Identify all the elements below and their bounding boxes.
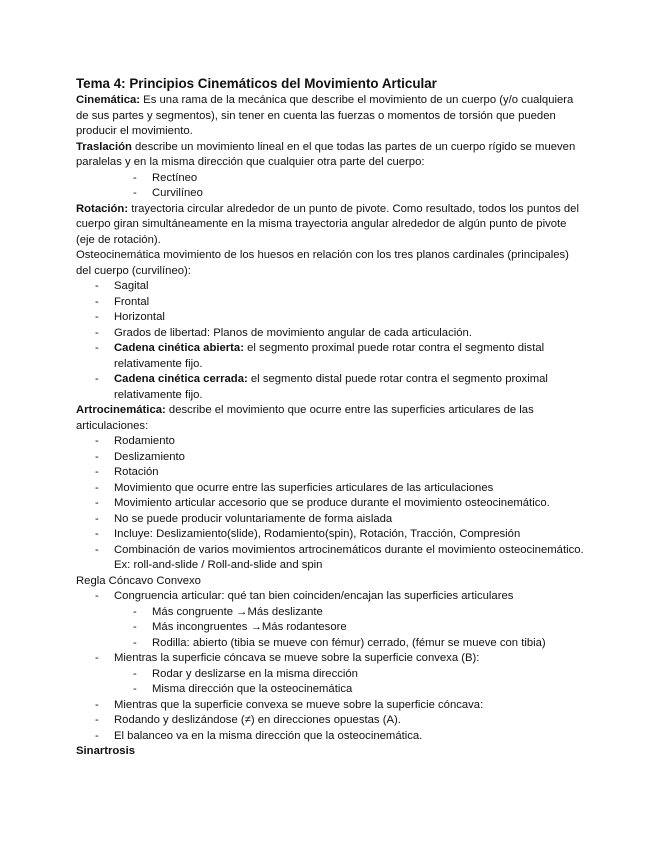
- rotacion-paragraph: [76, 202, 585, 249]
- list-item-cadena-cerrada: - Cadena cinética cerrada: el segmento distal puede rotar contra el segmento proximal relativamente fijo.: [95, 373, 548, 401]
- list-item: - Horizontal: [95, 311, 165, 323]
- list-item-congruencia: - Congruencia articular: qué tan bien coinciden/encajan las superficies articulares: [95, 590, 514, 602]
- list-item-convexa: - Mientras que la superficie convexa se mueve sobre la superficie cóncava:: [95, 698, 484, 711]
- rotacion-text: trayectoria circular alrededor de un punto de pivote. Como resultado, todos los puntos del cuerpo giran simultáneamente en la misma trayectoria angular alrededor de algún punto de pivote (eje de rotación).: [76, 202, 579, 246]
- list-item: - Deslizamiento: [95, 450, 185, 463]
- sinartrosis-heading: Sinartrosis: [76, 745, 136, 757]
- artrocinematica-term: Artrocinemática:: [76, 404, 166, 416]
- list-item: - Curvilíneo: [133, 187, 203, 199]
- list-item: - Misma dirección que la osteocinemática: [133, 683, 353, 695]
- document-title: Tema 4: Principios Cinemáticos del Movimiento Articular: [76, 76, 437, 91]
- list-item: - Grados de libertad: Planos de movimiento angular de cada articulación.: [95, 326, 472, 339]
- list-item: - Rodar y deslizarse en la misma dirección: [133, 667, 358, 680]
- regla-heading: Regla Cóncavo Convexo: [76, 574, 201, 587]
- list-item-rodando: - Rodando y deslizándose (≠) en direcciones opuestas (A).: [95, 714, 401, 726]
- traslacion-text: describe un movimiento lineal en el que todas las partes de un cuerpo rígido se mueven paralelas y en la misma dirección que cualquier otra parte del cuerpo:: [76, 140, 576, 168]
- cinematica-paragraph: [76, 93, 585, 140]
- regla-list: [76, 589, 585, 744]
- list-item: - Incluye: Deslizamiento(slide), Rodamiento(spin), Rotación, Tracción, Compresión: [95, 528, 521, 540]
- artrocinematica-text: describe el movimiento que ocurre entre las superficies articulares de las articulaciones:: [76, 404, 534, 432]
- traslacion-list: [76, 171, 585, 202]
- list-item: - Frontal: [95, 295, 150, 308]
- cinematica-term: Cinemática:: [76, 94, 141, 106]
- list-item-balanceo: - El balanceo va en la misma dirección que la osteocinemática.: [95, 729, 423, 742]
- artrocinematica-paragraph: [76, 403, 585, 434]
- list-item: - Movimiento que ocurre entre las superficies articulares de las articulaciones: [95, 481, 494, 494]
- list-item: - Más incongruentes →Más rodantesore: [133, 621, 347, 633]
- traslacion-paragraph: [76, 140, 585, 171]
- list-item: - Sagital: [95, 280, 149, 292]
- list-item-cadena-abierta: - Cadena cinética abierta: el segmento proximal puede rotar contra el segmento distal relativamente fijo.: [95, 342, 545, 370]
- cinematica-text: Es una rama de la mecánica que describe el movimiento de un cuerpo (y/o cualquiera de sus partes y segmentos), sin tener en cuenta las fuerzas o momentos de torsión que pueden producir el movimiento.: [76, 94, 574, 137]
- list-item: - Movimiento articular accesorio que se produce durante el movimiento osteocinemático.: [95, 497, 550, 509]
- list-item: - Más congruente →Más deslizante: [133, 605, 323, 618]
- list-item-concava: - Mientras la superficie cóncava se mueve sobre la superficie convexa (B):: [95, 652, 480, 664]
- traslacion-term: Traslación: [76, 140, 132, 153]
- artrocinematica-list: [76, 434, 585, 574]
- osteocinematica-list: [76, 279, 585, 403]
- list-item: - Combinación de varios movimientos artrocinemáticos durante el movimiento osteocinemático. Ex: roll-and-slide / Roll-and-slide and spin: [95, 543, 584, 571]
- list-item: - No se puede producir voluntariamente de forma aislada: [95, 512, 393, 525]
- osteocinematica-paragraph: Osteocinemática movimiento de los huesos en relación con los tres planos cardinales (principales) del cuerpo (curvilíneo):: [76, 249, 569, 277]
- list-item: - Rotación: [95, 466, 159, 478]
- list-item: - Rodamiento: [95, 435, 175, 447]
- rotacion-term: Rotación:: [76, 202, 129, 215]
- list-item: - Rodilla: abierto (tibia se mueve con fémur) cerrado, (fémur se mueve con tibia): [133, 636, 546, 649]
- list-item: - Rectíneo: [133, 171, 198, 184]
